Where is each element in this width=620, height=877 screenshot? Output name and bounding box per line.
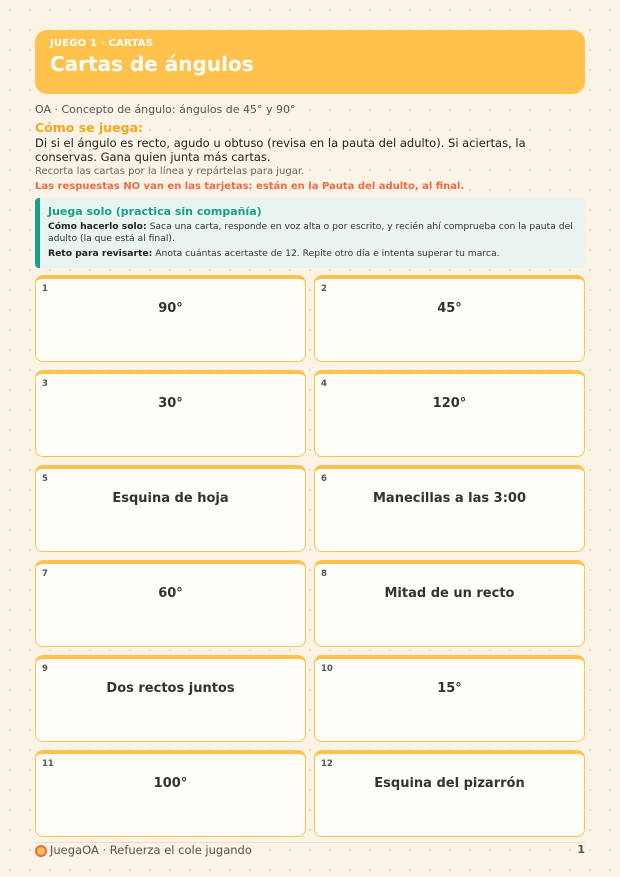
- card-text: 30°: [158, 396, 183, 411]
- card-number: 1: [42, 284, 48, 294]
- footer-brand: JuegaOA · Refuerza el cole jugando: [50, 843, 252, 857]
- instructions-text: Di si el ángulo es recto, agudo u obtuso (revisa en la pauta del adulto). Si aciertas, la conservas. Gana quien junta más cartas.: [35, 136, 526, 164]
- page-number: 1: [577, 843, 585, 856]
- card-number: 10: [321, 664, 333, 674]
- card-number: 4: [321, 379, 327, 389]
- card[interactable]: [314, 465, 585, 552]
- card[interactable]: [314, 655, 585, 742]
- solo-challenge-text: Anota cuántas acertaste de 12. Repite otro día e intenta superar tu marca.: [155, 248, 500, 259]
- solo-play-box: [35, 198, 585, 268]
- solo-title: Juega solo (practica sin compañía): [48, 205, 262, 218]
- card[interactable]: [35, 750, 306, 837]
- card-number: 6: [321, 474, 327, 484]
- card-text: 100°: [153, 776, 188, 791]
- card-number: 7: [42, 569, 48, 579]
- learning-objective: OA · Concepto de ángulo: ángulos de 45° y 90°: [35, 103, 296, 116]
- cut-note: Recorta las cartas por la línea y repártelas para jugar.: [35, 166, 305, 177]
- card[interactable]: [314, 560, 585, 647]
- card-text: Manecillas a las 3:00: [372, 491, 527, 506]
- solo-challenge-label: Reto para revisarte:: [48, 248, 153, 259]
- solo-challenge: [48, 248, 575, 260]
- card-number: 9: [42, 664, 48, 674]
- card[interactable]: [35, 275, 306, 362]
- card-number: 12: [321, 759, 333, 769]
- card-text: Mitad de un recto: [384, 586, 515, 601]
- card[interactable]: [35, 370, 306, 457]
- card-text: Esquina de hoja: [112, 491, 229, 506]
- card-text: 60°: [158, 586, 183, 601]
- solo-how-text: Saca una carta, responde en voz alta o por escrito, y recién ahí comprueba con la pauta del adulto (la que está al final).: [48, 221, 573, 244]
- page-header: [35, 30, 585, 94]
- card-number: 3: [42, 379, 48, 389]
- card[interactable]: [314, 750, 585, 837]
- card-text: Dos rectos juntos: [106, 681, 235, 696]
- card-number: 8: [321, 569, 327, 579]
- card-text: 45°: [437, 301, 462, 316]
- card[interactable]: [35, 560, 306, 647]
- card-text: 15°: [437, 681, 462, 696]
- answers-warning: Las respuestas NO van en las tarjetas: están en la Pauta del adulto, al final.: [35, 181, 465, 192]
- card-number: 2: [321, 284, 327, 294]
- how-to-play-heading: Cómo se juega:: [35, 120, 144, 135]
- card[interactable]: [314, 370, 585, 457]
- card-number: 11: [42, 759, 54, 769]
- card-text: Esquina del pizarrón: [374, 776, 525, 791]
- game-kicker: JUEGO 1 · CARTAS: [50, 38, 154, 49]
- card[interactable]: [35, 655, 306, 742]
- card-text: 120°: [432, 396, 467, 411]
- page-footer: [35, 842, 585, 857]
- card[interactable]: [35, 465, 306, 552]
- card-number: 5: [42, 474, 48, 484]
- card[interactable]: [314, 275, 585, 362]
- solo-how-label: Cómo hacerlo solo:: [48, 221, 147, 232]
- card-text: 90°: [158, 301, 183, 316]
- solo-how: [48, 221, 575, 245]
- page-title: Cartas de ángulos: [50, 52, 254, 76]
- brand-logo-icon: [35, 845, 47, 857]
